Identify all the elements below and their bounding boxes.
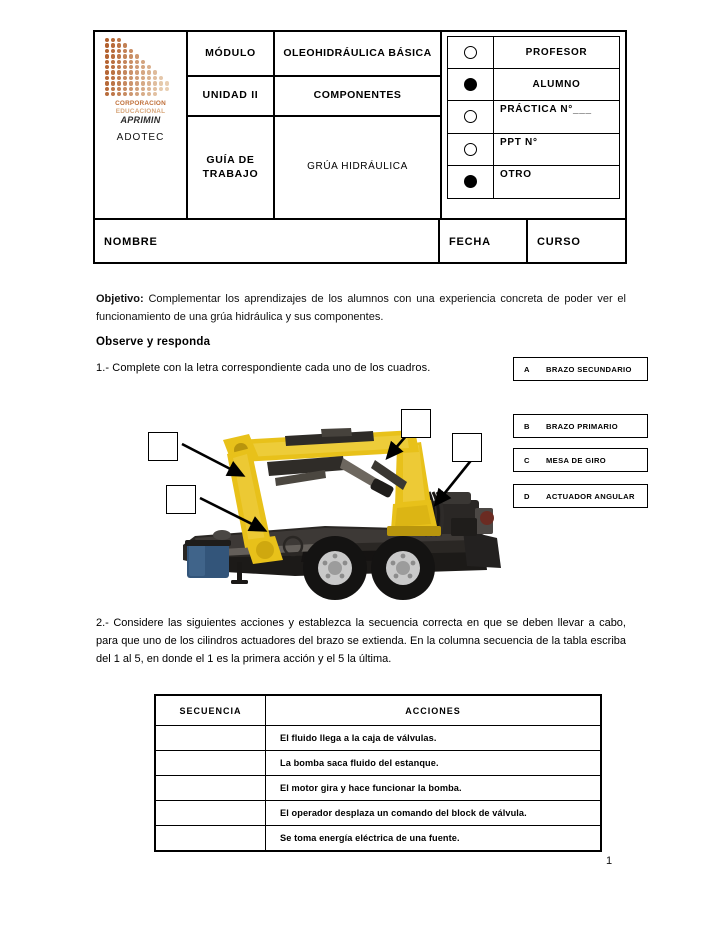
- role-label-alumno: ALUMNO: [532, 79, 581, 91]
- table-header-row: [156, 696, 601, 726]
- logo-line-corporacion: CORPORACION: [115, 100, 166, 107]
- question-1-text: 1.- Complete con la letra correspondiente cada uno de los cuadros.: [96, 362, 431, 374]
- option-letter-c: C: [524, 455, 530, 465]
- value-modulo: OLEOHIDRÁULICA BÁSICA: [283, 46, 432, 59]
- option-text-a: BRAZO SECUNDARIO: [546, 364, 632, 374]
- actions-sequence-table: [154, 694, 602, 852]
- logo-line-aprimin: APRIMIN: [120, 115, 161, 126]
- secuencia-input-2[interactable]: [156, 751, 266, 776]
- role-label-profesor: PROFESOR: [525, 47, 588, 59]
- course-info-columns: [188, 32, 442, 218]
- role-panel: [442, 32, 625, 218]
- row-modulo: [188, 32, 440, 77]
- row-guia: [188, 117, 440, 218]
- field-fecha[interactable]: FECHA: [440, 220, 528, 263]
- role-row-otro[interactable]: [448, 166, 619, 198]
- answer-box-2[interactable]: [166, 485, 196, 514]
- radio-cell-ppt[interactable]: [448, 134, 494, 165]
- label-guia: GUÍA DE TRABAJO: [188, 117, 275, 218]
- role-row-practica[interactable]: [448, 101, 619, 133]
- role-box: [447, 36, 620, 199]
- header-table: [93, 30, 627, 264]
- option-letter-a: A: [524, 364, 530, 374]
- answer-box-4[interactable]: [452, 433, 482, 462]
- header-secuencia: SECUENCIA: [156, 696, 266, 726]
- aprimin-logo-icon: [105, 38, 177, 100]
- circle-icon-alumno-filled[interactable]: [464, 78, 477, 91]
- field-curso[interactable]: CURSO: [537, 235, 581, 248]
- secuencia-input-3[interactable]: [156, 776, 266, 801]
- radio-cell-otro[interactable]: [448, 166, 494, 198]
- circle-icon-practica[interactable]: [464, 110, 477, 123]
- circle-icon-otro-filled[interactable]: [464, 175, 477, 188]
- page-number: 1: [606, 855, 613, 867]
- table-row: [156, 726, 601, 751]
- accion-text-4: El operador desplaza un comando del block de válvula.: [266, 801, 601, 826]
- objetivo-text: Complementar los aprendizajes de los alumnos con una experiencia concreta de poder ver el funcionamiento de una grúa hidráulica y sus componentes.: [96, 293, 626, 324]
- radio-cell-alumno[interactable]: [448, 69, 494, 100]
- table-row: [156, 826, 601, 851]
- secuencia-input-5[interactable]: [156, 826, 266, 851]
- secuencia-input-1[interactable]: [156, 726, 266, 751]
- logo-line-educacional: EDUCACIONAL: [115, 107, 166, 115]
- observe-heading: Observe y responda: [96, 336, 211, 348]
- secuencia-input-4[interactable]: [156, 801, 266, 826]
- circle-icon-ppt[interactable]: [464, 143, 477, 156]
- accion-text-2: La bomba saca fluido del estanque.: [266, 751, 601, 776]
- hydraulic-crane-figure: [175, 400, 505, 605]
- radio-cell-practica[interactable]: [448, 101, 494, 132]
- option-text-b: BRAZO PRIMARIO: [546, 421, 618, 431]
- role-label-otro: OTRO: [500, 168, 532, 180]
- role-label-practica: PRÁCTICA N°___: [500, 104, 592, 116]
- option-box-c[interactable]: [513, 448, 648, 472]
- table-row: [156, 751, 601, 776]
- accion-text-1: El fluido llega a la caja de válvulas.: [266, 726, 601, 751]
- role-label-ppt: PPT N°: [500, 136, 538, 148]
- value-unidad: COMPONENTES: [313, 89, 402, 102]
- option-text-c: MESA DE GIRO: [546, 455, 607, 465]
- accion-text-5: Se toma energía eléctrica de una fuente.: [266, 826, 601, 851]
- header-acciones: ACCIONES: [266, 696, 601, 726]
- header-bottom-section: [95, 218, 625, 263]
- label-unidad: UNIDAD II: [188, 77, 275, 115]
- role-row-alumno[interactable]: [448, 69, 619, 101]
- adotec-label: ADOTEC: [116, 132, 165, 144]
- option-letter-b: B: [524, 421, 530, 431]
- value-guia: GRÚA HIDRÁULICA: [307, 161, 408, 173]
- radio-cell-profesor[interactable]: [448, 37, 494, 68]
- option-box-d[interactable]: [513, 484, 648, 508]
- option-letter-d: D: [524, 491, 530, 501]
- role-row-profesor[interactable]: [448, 37, 619, 69]
- label-modulo: MÓDULO: [188, 32, 275, 75]
- option-text-d: ACTUADOR ANGULAR: [546, 491, 635, 501]
- circle-icon-profesor[interactable]: [464, 46, 477, 59]
- field-nombre[interactable]: NOMBRE: [95, 220, 440, 263]
- header-top-section: [95, 32, 625, 218]
- logo-cell: [95, 32, 188, 218]
- table-row: [156, 776, 601, 801]
- table-row: [156, 801, 601, 826]
- option-box-a[interactable]: [513, 357, 648, 381]
- answer-box-1[interactable]: [148, 432, 178, 461]
- role-row-ppt[interactable]: [448, 134, 619, 166]
- answer-box-3[interactable]: [401, 409, 431, 438]
- objetivo-paragraph: [96, 290, 626, 326]
- row-unidad: [188, 77, 440, 117]
- question-2-text: 2.- Considere las siguientes acciones y establezca la secuencia correcta en que se deben llevar a cabo, para que uno de los cilindros actuadores del brazo se extienda. En la columna secuencia de la tabla escriba del 1 al 5, en donde el 1 es la primera acción y el 5 la última.: [96, 617, 626, 665]
- objetivo-label: Objetivo:: [96, 293, 144, 305]
- hydraulic-cylinders: [267, 456, 407, 498]
- accion-text-3: El motor gira y hace funcionar la bomba.: [266, 776, 601, 801]
- option-box-b[interactable]: [513, 414, 648, 438]
